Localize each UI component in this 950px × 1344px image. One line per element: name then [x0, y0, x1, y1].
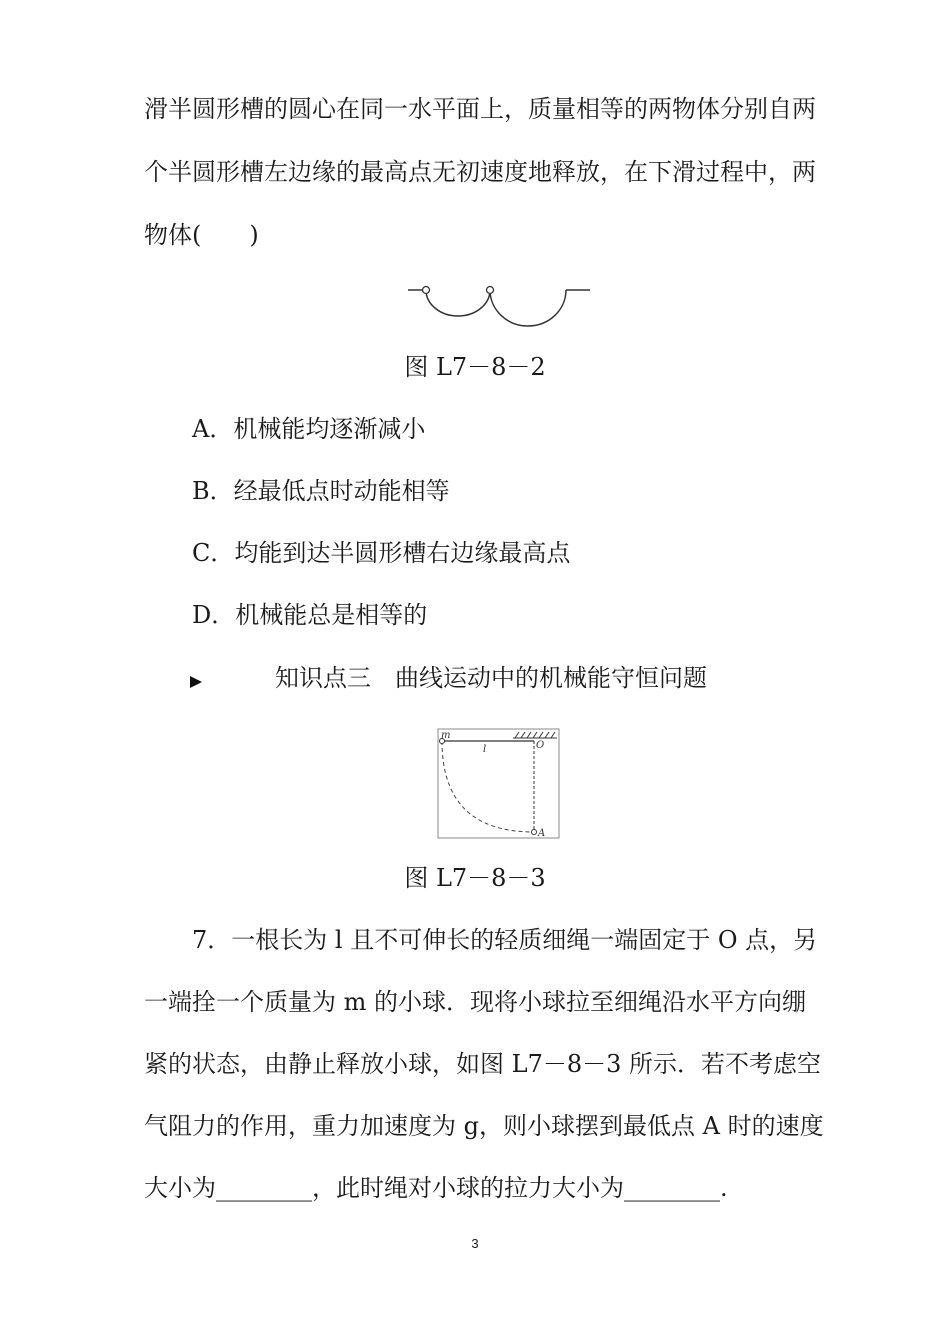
question-7-line-3: 紧的状态，由静止释放小球，如图 L7－8－3 所示．若不考虑空 — [144, 1050, 822, 1078]
question-7-line-5: 大小为________，此时绳对小球的拉力大小为________. — [144, 1174, 728, 1202]
label-o: O — [536, 740, 545, 751]
question-7-line-2: 一端拴一个质量为 m 的小球．现将小球拉至细绳沿水平方向绷 — [144, 988, 807, 1016]
section-heading: 知识点三 曲线运动中的机械能守恒问题 — [275, 664, 707, 692]
label-m: m — [441, 730, 451, 741]
label-a: A — [538, 828, 546, 839]
question-7-line-4: 气阻力的作用，重力加速度为 g，则小球摆到最低点 A 时的速度 — [144, 1112, 824, 1140]
option-d: D．机械能总是相等的 — [192, 601, 428, 629]
large-groove — [490, 290, 566, 326]
object-right — [487, 287, 494, 294]
page-number: 3 — [471, 1236, 479, 1251]
ball-a — [532, 830, 537, 835]
object-left — [423, 287, 430, 294]
figure-l7-8-3-caption: 图 L7－8－3 — [404, 864, 546, 892]
figure-l7-8-3 — [437, 728, 561, 840]
paragraph-line-3: 物体( ) — [144, 221, 259, 249]
paragraph-line-1: 滑半圆形槽的圆心在同一水平面上，质量相等的两物体分别自两 — [144, 95, 816, 123]
small-groove — [426, 290, 490, 316]
option-b: B．经最低点时动能相等 — [192, 477, 450, 505]
figure-l7-8-2 — [400, 282, 600, 332]
question-7-line-1: 7．一根长为 l 且不可伸长的轻质细绳一端固定于 O 点，另 — [192, 926, 818, 954]
paragraph-line-2: 个半圆形槽左边缘的最高点无初速度地释放，在下滑过程中，两 — [144, 158, 816, 186]
figure-l7-8-2-caption: 图 L7－8－2 — [404, 353, 546, 381]
label-l: l — [483, 744, 487, 755]
option-a: A．机械能均逐渐减小 — [192, 415, 426, 443]
option-c: C．均能到达半圆形槽右边缘最高点 — [192, 539, 571, 567]
section-marker-icon — [190, 676, 202, 688]
